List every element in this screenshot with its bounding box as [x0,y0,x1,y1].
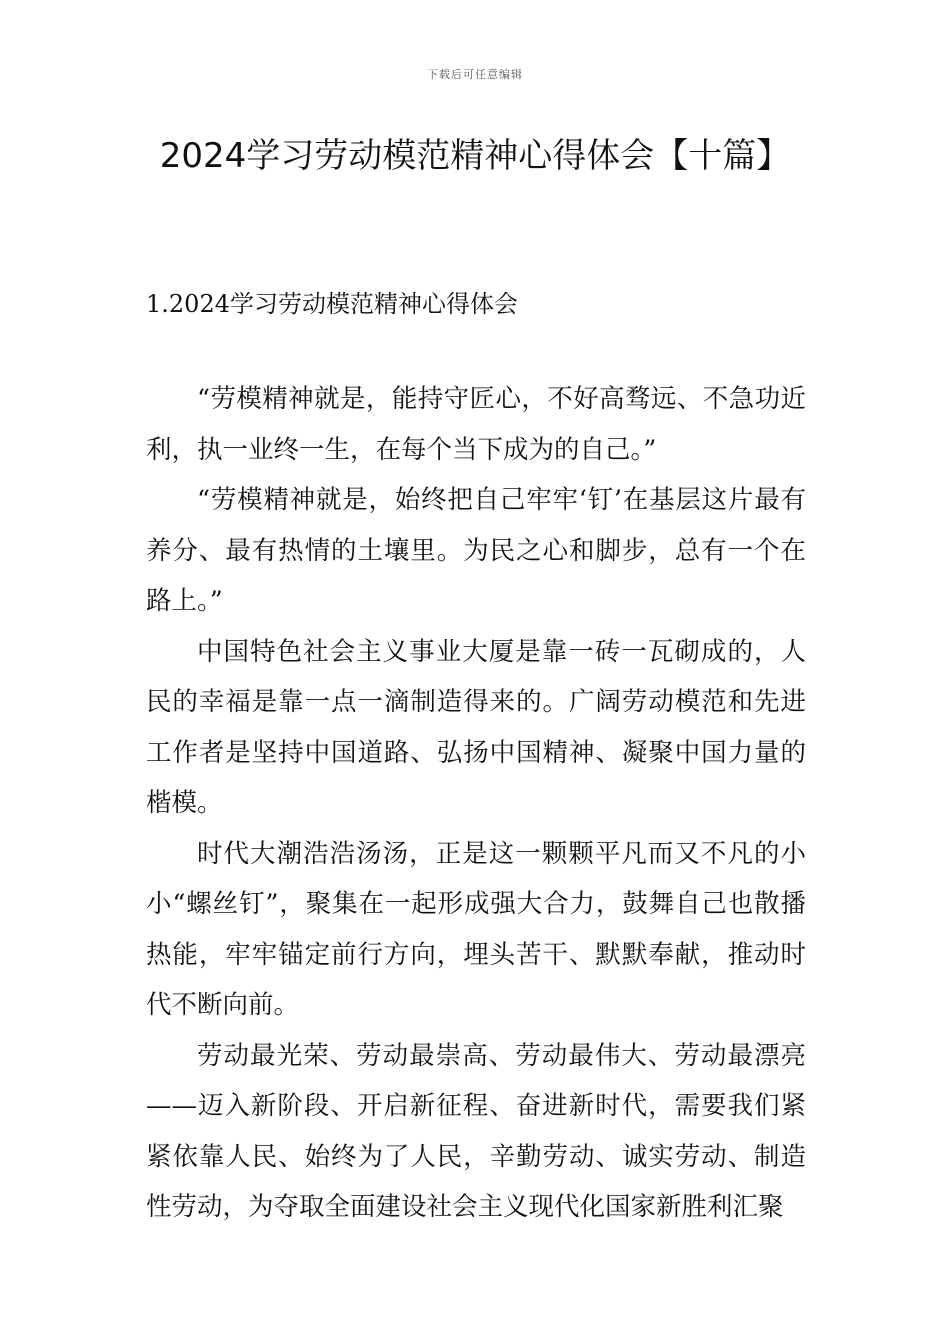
paragraph: 中国特色社会主义事业大厦是靠一砖一瓦砌成的，人民的幸福是靠一点一滴制造得来的。广阔劳动模范和先进工作者是坚持中国道路、弘扬中国精神、凝聚中国力量的楷模。 [146,636,806,818]
paragraph: “劳模精神就是，能持守匠心，不好高骛远、不急功近利，执一业终一生，在每个当下成为的自己。” [146,384,806,465]
body-text [146,374,806,1233]
paragraph: 劳动最光荣、劳动最崇高、劳动最伟大、劳动最漂亮——迈入新阶段、开启新征程、奋进新时代，需要我们紧紧依靠人民、始终为了人民，辛勤劳动、诚实劳动、制造性劳动，为夺取全面建设社会主义现代化国家新胜利汇聚 [146,1040,806,1222]
section-heading: 1.2024学习劳动模范精神心得体会 [146,290,518,318]
document-title: 2024学习劳动模范精神心得体会【十篇】 [159,136,791,176]
paragraph: 时代大潮浩浩汤汤，正是这一颗颗平凡而又不凡的小小“螺丝钉”，聚集在一起形成强大合力，鼓舞自己也散播热能，牢牢锚定前行方向，埋头苦干、默默奉献，推动时代不断向前。 [146,838,806,1020]
paragraph: “劳模精神就是，始终把自己牢牢‘钉’在基层这片最有养分、最有热情的土壤里。为民之心和脚步，总有一个在路上。” [146,485,806,616]
header-note: 下载后可任意编辑 [427,68,523,81]
